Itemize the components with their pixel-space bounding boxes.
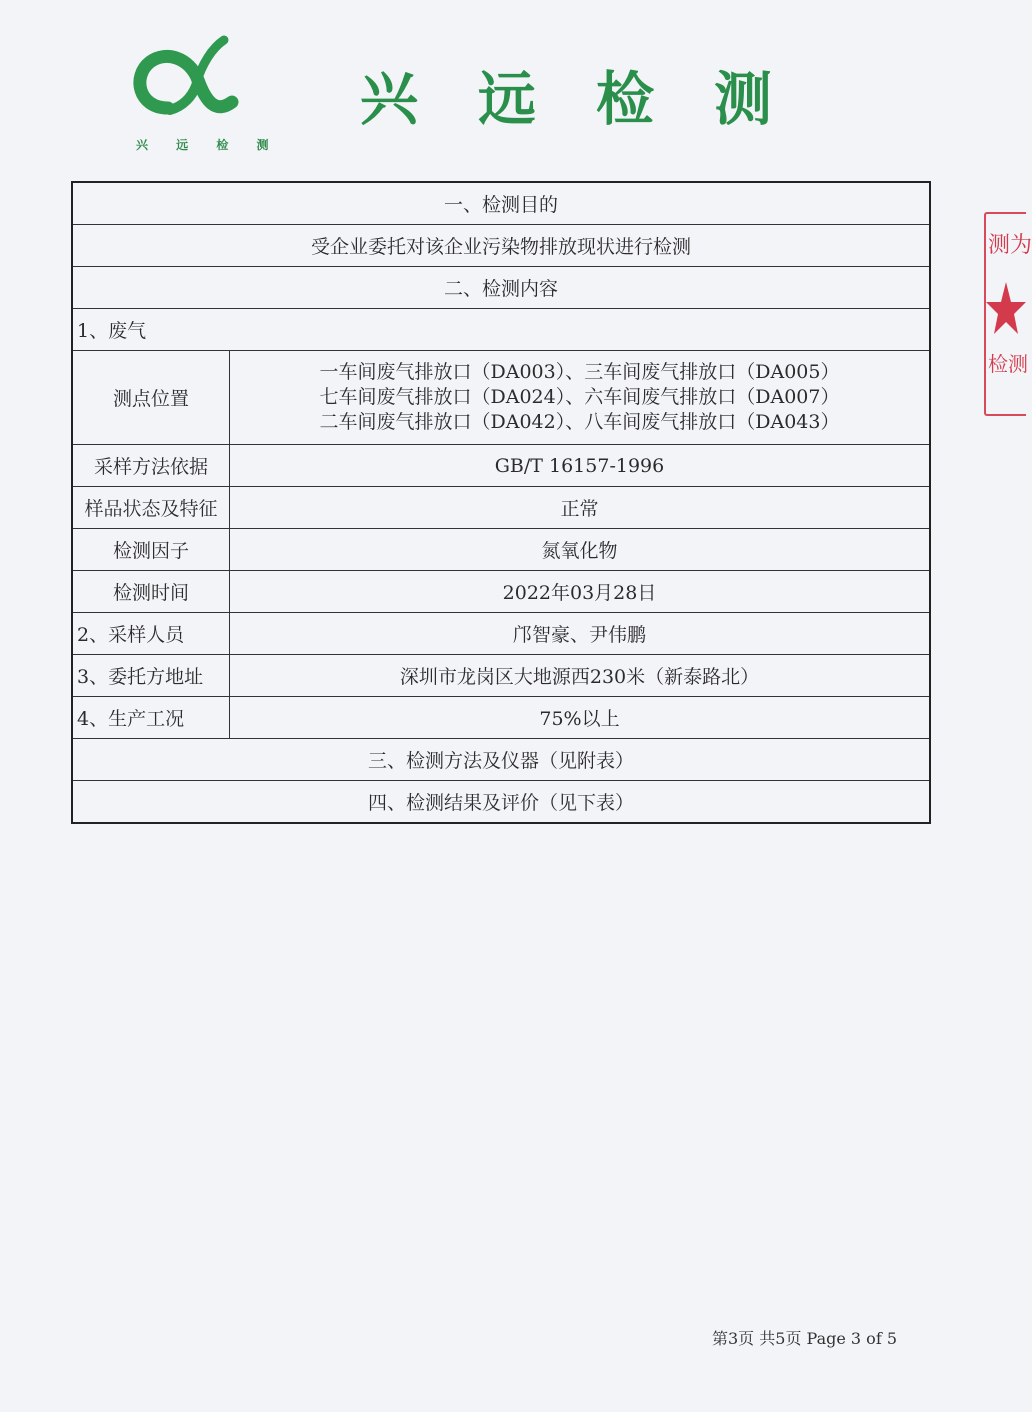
table-row: [72, 655, 930, 697]
sample-state-label: 样品状态及特征: [72, 487, 230, 529]
report-table: [71, 181, 931, 824]
test-factor-label: 检测因子: [72, 529, 230, 571]
seal-stamp: [984, 212, 1032, 416]
page-footer: 第3页 共5页 Page 3 of 5: [712, 1329, 898, 1348]
table-row: [72, 267, 930, 309]
logo-mark-icon: [128, 36, 240, 136]
location-label: 测点位置: [72, 351, 230, 445]
client-address-value: 深圳市龙岗区大地源西230米（新泰路北）: [230, 655, 931, 697]
location-line: 七车间废气排放口（DA024）、六车间废气排放口（DA007）: [319, 386, 840, 408]
purpose-text: 受企业委托对该企业污染物排放现状进行检测: [72, 225, 930, 267]
table-row: [72, 739, 930, 781]
location-value: [230, 351, 931, 445]
table-row: [72, 182, 930, 225]
table-row: [72, 309, 930, 351]
location-line: 二车间废气排放口（DA042）、八车间废气排放口（DA043）: [319, 411, 840, 433]
table-row: [72, 225, 930, 267]
table-row: [72, 487, 930, 529]
table-row: [72, 697, 930, 739]
result-title: 四、检测结果及评价（见下表）: [72, 781, 930, 824]
content-title: 二、检测内容: [72, 267, 930, 309]
sampling-method-value: GB/T 16157-1996: [230, 445, 931, 487]
table-row: [72, 529, 930, 571]
table-row: [72, 351, 930, 445]
method-title: 三、检测方法及仪器（见附表）: [72, 739, 930, 781]
test-factor-value: 氮氧化物: [230, 529, 931, 571]
purpose-title: 一、检测目的: [72, 182, 930, 225]
test-time-label: 检测时间: [72, 571, 230, 613]
sampling-method-label: 采样方法依据: [72, 445, 230, 487]
table-row: [72, 781, 930, 824]
client-address-label: 3、委托方地址: [72, 655, 230, 697]
stamp-bottom-text: 检测: [988, 352, 1028, 376]
company-title: 兴远检测: [360, 65, 833, 133]
production-condition-value: 75%以上: [230, 697, 931, 739]
logo-caption: 兴 远 检 测: [136, 138, 281, 152]
production-condition-label: 4、生产工况: [72, 697, 230, 739]
company-logo: [128, 36, 281, 158]
sampler-label: 2、采样人员: [72, 613, 230, 655]
table-row: [72, 613, 930, 655]
location-line: 一车间废气排放口（DA003）、三车间废气排放口（DA005）: [319, 361, 840, 383]
test-time-value: 2022年03月28日: [230, 571, 931, 613]
table-row: [72, 445, 930, 487]
sample-state-value: 正常: [230, 487, 931, 529]
star-icon: [986, 280, 1026, 340]
waste-gas-label: 1、废气: [72, 309, 930, 351]
stamp-top-text: 测为: [988, 233, 1032, 258]
table-row: [72, 571, 930, 613]
sampler-value: 邝智豪、尹伟鹏: [230, 613, 931, 655]
